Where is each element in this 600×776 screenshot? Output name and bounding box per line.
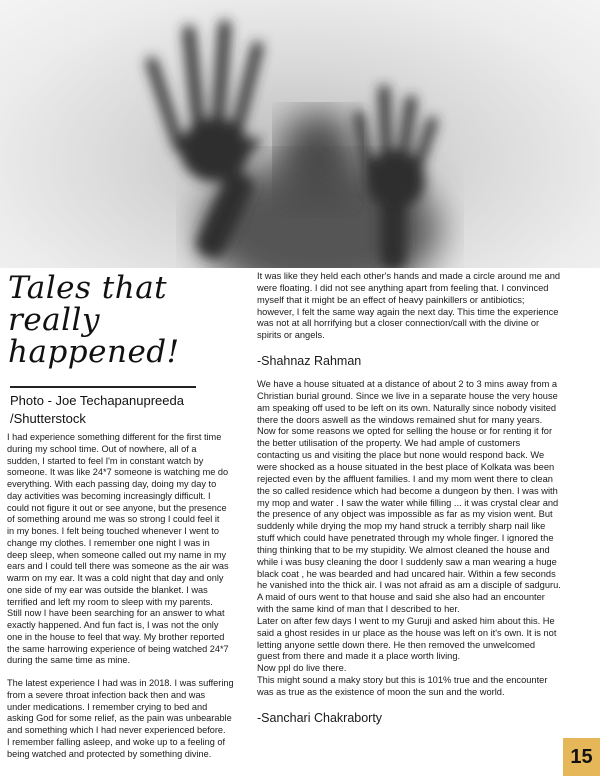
text-line: while i was busy cleaning the door I suddenly saw a man wearing a huge bbox=[257, 556, 557, 567]
text-line: one side of my ear was outside the blanket. I was bbox=[7, 584, 208, 595]
text-line: black coat , he was bearded and had uncared hair. Within a few seconds bbox=[257, 568, 556, 579]
text-line: being watched and protected by something divine. bbox=[7, 748, 212, 759]
text-line: of something around me was so strong I could feel it bbox=[7, 514, 220, 525]
text-line: It was like they held each other's hands and made a circle around me and bbox=[257, 271, 561, 281]
text-line: I had experience something different for the first time bbox=[7, 432, 222, 442]
text-line: with the same kind of man that I described to her. bbox=[257, 604, 460, 615]
text-line: warm on my ear. It was a cold night that day and only bbox=[7, 573, 224, 583]
text-line: A maid of ours went to that house and said she also had an encounter bbox=[257, 592, 545, 603]
text-line: was as true as the existence of moon the sun and the world. bbox=[257, 687, 505, 697]
text-line: from a severe throat infection back then and was bbox=[7, 689, 206, 700]
text-line: suddenly while drying the mop my hand struck a terribly sharp nail like bbox=[257, 521, 546, 532]
text-line: change my clothes. I remember one night I was in bbox=[7, 537, 210, 548]
text-line: one in the house to feel that way. My brother reported bbox=[7, 631, 225, 642]
photo-credit-line: Photo - Joe Techapanupreeda bbox=[10, 393, 184, 408]
title-divider bbox=[10, 386, 196, 388]
text-line: ears and I could tell there was someone as the air was bbox=[7, 561, 229, 572]
text-line: We have a house situated at a distance of about 2 to 3 mins away from a bbox=[257, 379, 558, 390]
text-line: asking God for some relief, as the pain was unbearable bbox=[7, 713, 232, 724]
text-line: the presence of any object was impossible as far as my vision went. But bbox=[257, 509, 553, 520]
header-photo-hands-behind-glass bbox=[0, 0, 600, 268]
text-line: everything. With each passing day, doing my day to bbox=[7, 479, 217, 489]
text-line: in my bones. I felt being touched whenever I went to bbox=[7, 526, 219, 536]
text-line: stuff which could have penetrated through my whole finger. I ignored the bbox=[257, 533, 554, 544]
article-title bbox=[8, 272, 180, 368]
text-line: contacting us and visiting the place but none would respond back. We bbox=[257, 450, 545, 461]
photo-credit bbox=[10, 392, 184, 428]
text-line: under medications. I remember crying to bed and bbox=[7, 701, 208, 712]
text-line: he vanished into the thick air. I was not afraid as am a disciple of sadguru. bbox=[257, 580, 561, 591]
story-paragraph bbox=[7, 432, 234, 667]
text-line: deep sleep, when someone called out my name in my bbox=[7, 549, 227, 560]
story-paragraph bbox=[7, 678, 234, 760]
story-paragraph bbox=[257, 379, 561, 699]
text-line: Still now I have been searching for an answer to what bbox=[7, 608, 225, 619]
page-number: 15 bbox=[570, 745, 593, 768]
ghost-silhouette-image bbox=[0, 0, 600, 268]
text-line: my mop and water . I saw the water while filling ... it was crystal clear and bbox=[257, 497, 559, 508]
text-line: Now for some reasons we opted for selling the house or for renting it for bbox=[257, 426, 553, 437]
page-number-badge bbox=[563, 738, 600, 776]
photo-credit-line: /Shutterstock bbox=[10, 411, 86, 426]
title-line: really bbox=[8, 302, 100, 338]
story-paragraph bbox=[257, 271, 561, 342]
text-line: and something which I had never experienced before. bbox=[7, 725, 226, 735]
author-signature: -Sanchari Chakraborty bbox=[257, 710, 383, 725]
author-signature: -Shahnaz Rahman bbox=[257, 354, 362, 369]
text-line: I remember falling asleep, and woke up to a feeling of bbox=[7, 736, 226, 747]
text-line: myself that it might be an effect of heavy painkillers or antibiotics; bbox=[257, 294, 525, 305]
title-line: happened! bbox=[8, 334, 180, 370]
text-line: during the same time as mine. bbox=[7, 655, 131, 666]
text-line: the same harrowing experience of being watched 24*7 bbox=[7, 643, 229, 654]
text-line: terrified and left my room to sleep with my parents. bbox=[7, 596, 213, 607]
text-line: the better utilisation of the property. We had ample of customers bbox=[257, 438, 521, 449]
text-line: Later on after few days I went to my Guruji and asked him about this. He bbox=[257, 615, 555, 626]
title-line: Tales that bbox=[8, 270, 168, 306]
text-line: said a ghost resides in ur place as the house was left on it's own. It is not bbox=[257, 627, 557, 638]
text-line: thing thinking that to be my stupidity. We almost cleaned the house and bbox=[257, 544, 550, 555]
text-line: there the doors aswell as the windows remained shut for many years. bbox=[257, 414, 543, 425]
text-line: letting anyone settle down there. He then removed the unwelcomed bbox=[257, 639, 536, 650]
text-line: could not figure it out or see anyone, but the presence bbox=[7, 502, 227, 513]
text-line: were shocked as a house situated in the best place of Kolkata was been bbox=[257, 461, 555, 472]
text-line: rejected even by the affluent families. I and my mom went there to clean bbox=[257, 473, 553, 484]
text-line: am speaking off used to be left on its own. Naturally since nobody visited bbox=[257, 402, 557, 413]
text-line: Now ppl do live there. bbox=[257, 663, 347, 674]
text-line: someone. It was like 24*7 someone is watching me do bbox=[7, 467, 229, 478]
text-line: guest from there and made it a place worth living. bbox=[257, 651, 461, 662]
text-line: This might sound a maky story but this is 101% true and the encounter bbox=[257, 675, 548, 686]
text-line: Christian burial ground. Since we live in a separate house the very house bbox=[257, 390, 558, 401]
text-line: The latest experience I had was in 2018. I was suffering bbox=[7, 678, 234, 688]
text-line: sudden, I started to feel I'm in constant watch by bbox=[7, 455, 204, 466]
text-line: the so called residence which had become a dungeon by then. I was with bbox=[257, 485, 558, 496]
left-column-story bbox=[7, 432, 234, 771]
text-line: spirits or angels. bbox=[257, 330, 325, 341]
text-line: day activities was becoming increasingly difficult. I bbox=[7, 490, 211, 501]
text-line: exactly happened. And fun fact is, I was not the only bbox=[7, 620, 219, 630]
right-column-stories bbox=[257, 271, 561, 736]
text-line: was not at all horrifying but a closer connection/call with the divine or bbox=[257, 318, 540, 329]
text-line: during my school time. Out of nowhere, all of a bbox=[7, 443, 197, 454]
text-line: were floating. I did not see anything apart from feeling that. I convinced bbox=[257, 282, 549, 293]
text-line: however, I felt the same way again the next day. This time the experience bbox=[257, 306, 559, 317]
